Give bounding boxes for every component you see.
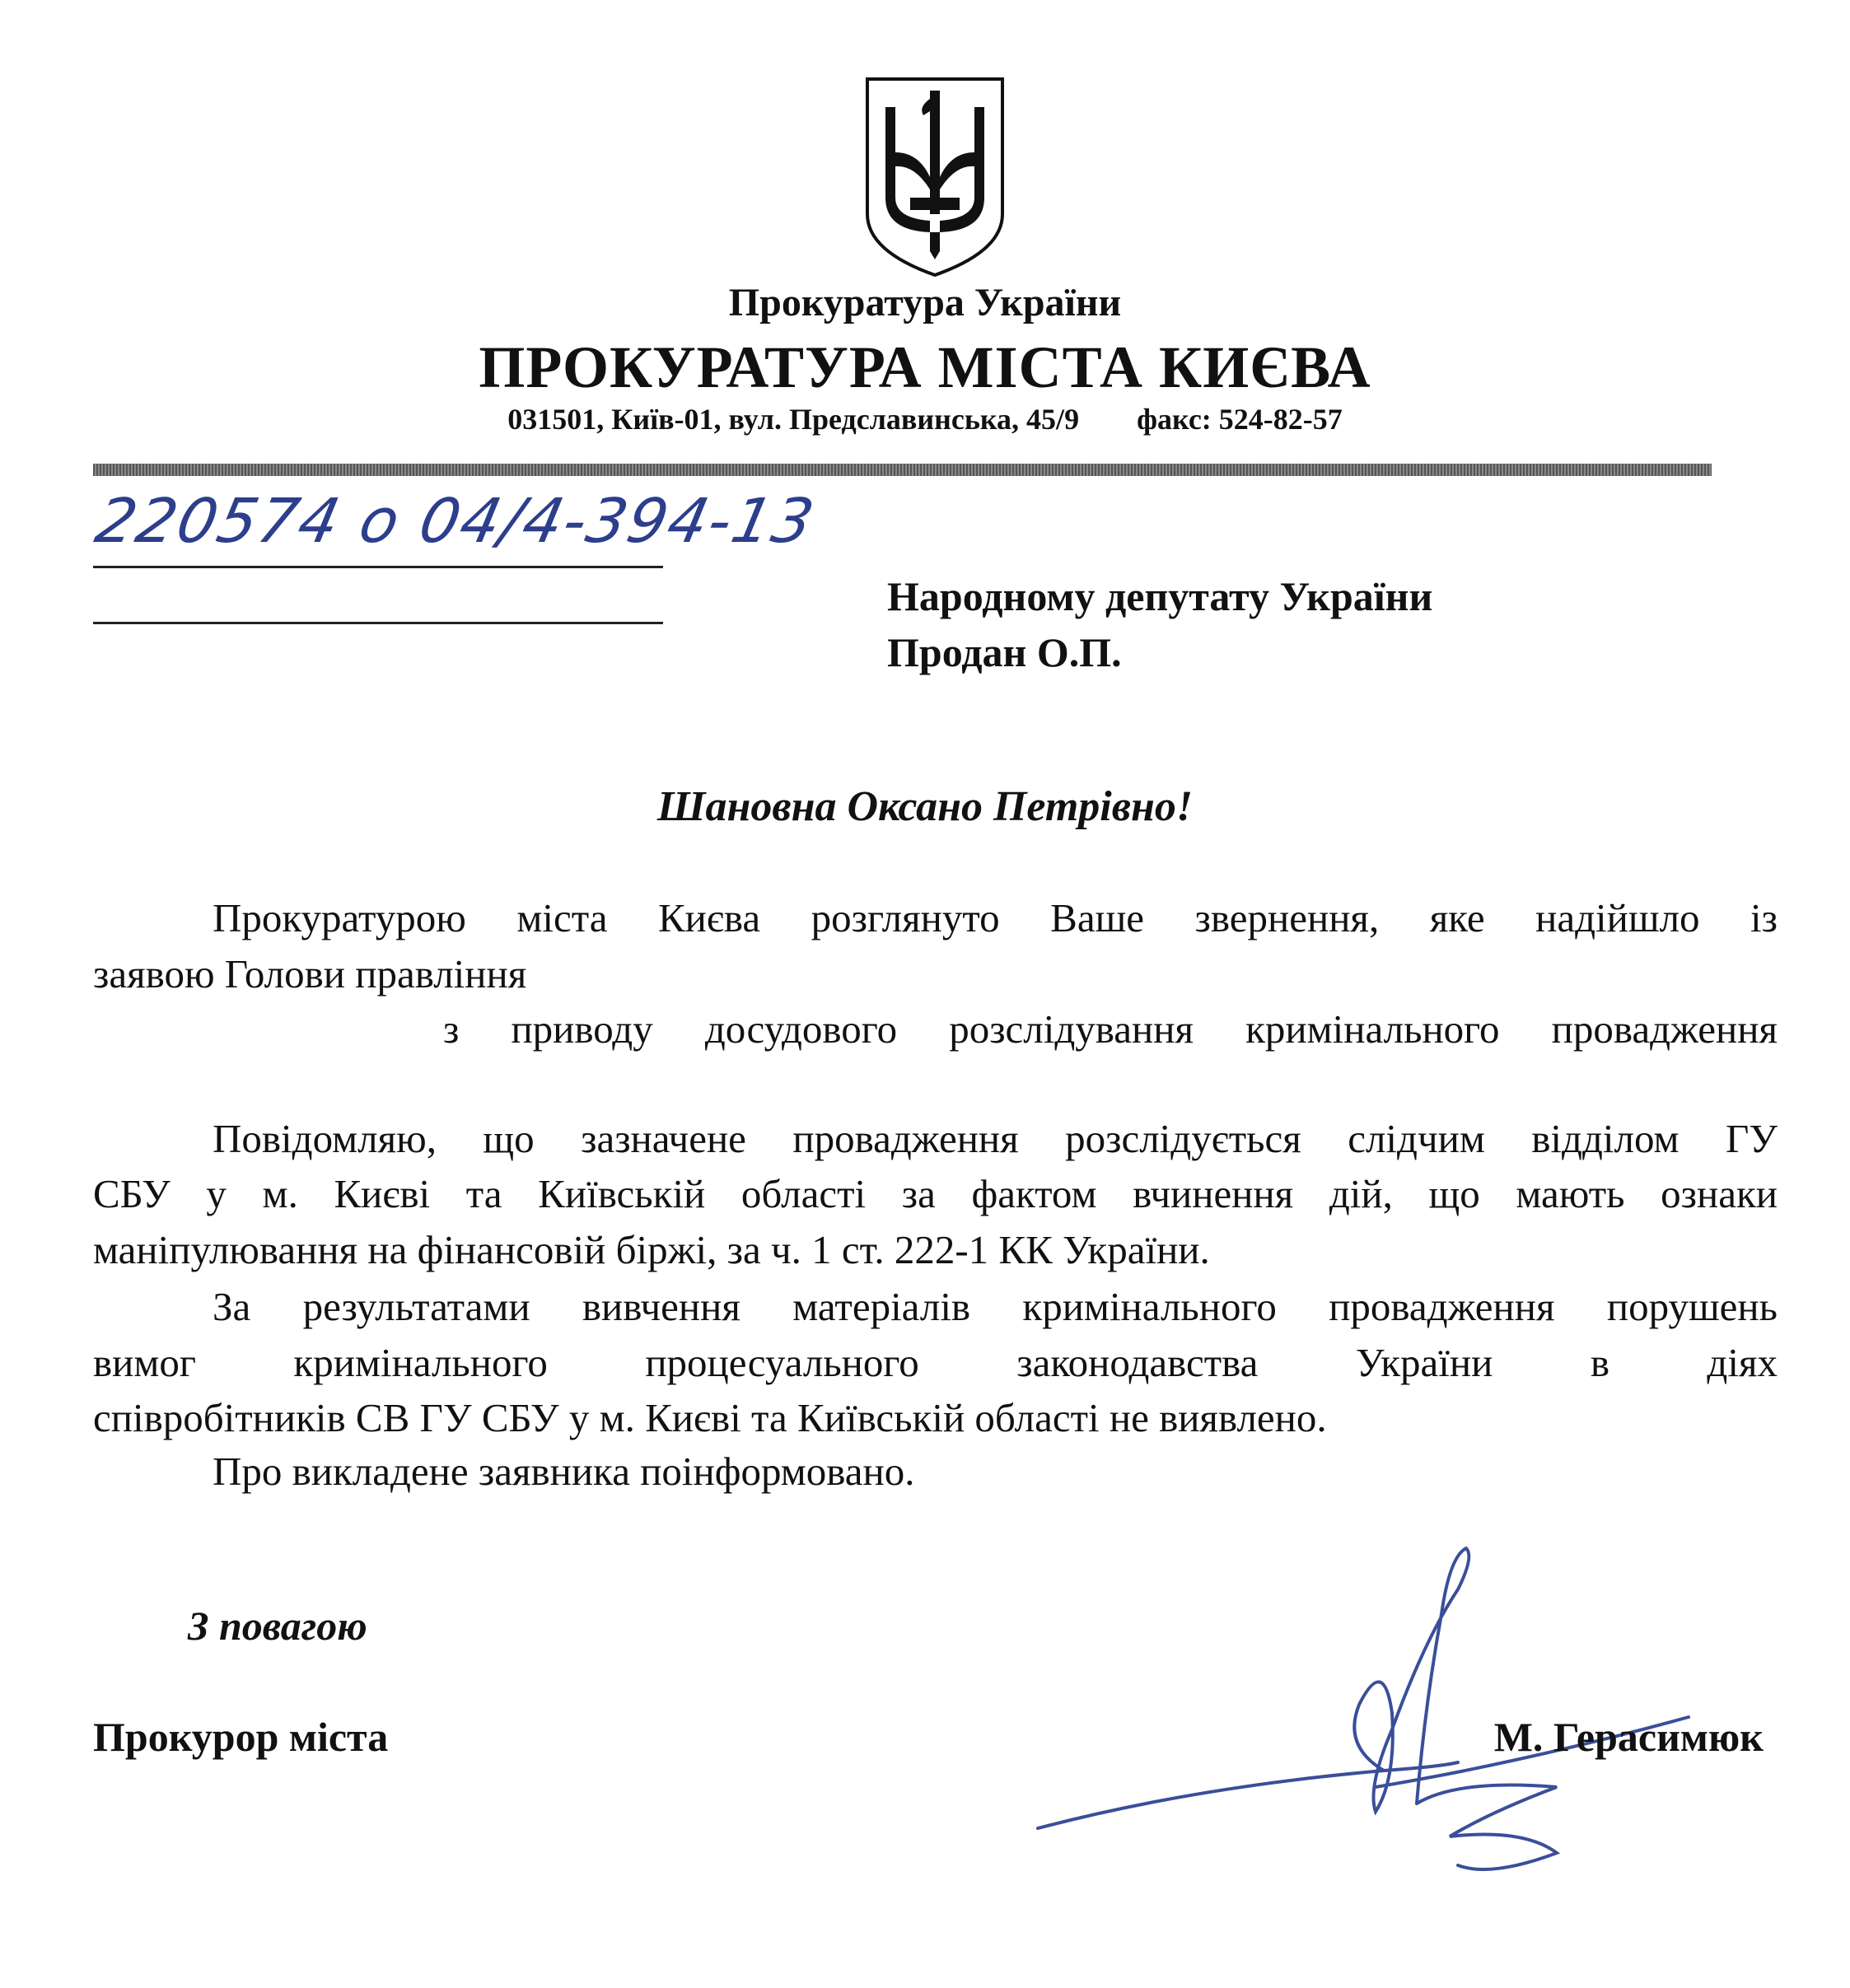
- body-line: За результатами вивчення матеріалів кримінального провадження порушень: [213, 1284, 1778, 1329]
- body-line: співробітників СВ ГУ СБУ у м. Києві та Київській області не виявлено.: [93, 1395, 1327, 1440]
- body-line: Повідомляю, що зазначене провадження розслідується слідчим відділом ГУ: [213, 1116, 1778, 1161]
- signer-name: М. Герасимюк: [1493, 1714, 1764, 1760]
- addressee-title: Народному депутату України: [887, 573, 1433, 619]
- letterhead-contacts: [0, 402, 1850, 436]
- address: 031501, Київ-01, вул. Предславинська, 45/9: [507, 403, 1080, 436]
- body-line: вимог кримінального процесуального законодавства України в діях: [93, 1340, 1778, 1385]
- letterhead-divider: [93, 464, 1712, 476]
- trident-coat-of-arms-icon: [861, 74, 1009, 280]
- greeting: Шановна Оксано Петрівно!: [656, 783, 1194, 830]
- registration-line: [93, 566, 663, 568]
- body-line: Про викладене заявника поінформовано.: [213, 1449, 915, 1494]
- reference-line: [93, 622, 663, 624]
- body-line: з приводу досудового розслідування кримінального провадження: [443, 1006, 1778, 1052]
- parent-organization: Прокуратура України: [728, 281, 1122, 324]
- fax: факс: 524-82-57: [1137, 403, 1343, 436]
- body-line: маніпулювання на фінансовій біржі, за ч. 1 ст. 222-1 КК України.: [93, 1227, 1210, 1272]
- signer-position: Прокурор міста: [93, 1714, 389, 1760]
- closing-regards: З повагою: [188, 1603, 367, 1649]
- registration-number: 220574 о 04/4-394-13: [89, 486, 821, 557]
- body-line: Прокуратурою міста Києва розглянуто Ваше звернення, яке надійшло із: [213, 895, 1778, 940]
- addressee-name: Продан О.П.: [887, 629, 1122, 675]
- organization-title: ПРОКУРАТУРА МІСТА КИЄВА: [479, 334, 1371, 400]
- body-line: заявою Голови правління: [93, 951, 527, 996]
- body-line: СБУ у м. Києві та Київській області за фактом вчинення дій, що мають ознаки: [93, 1171, 1778, 1216]
